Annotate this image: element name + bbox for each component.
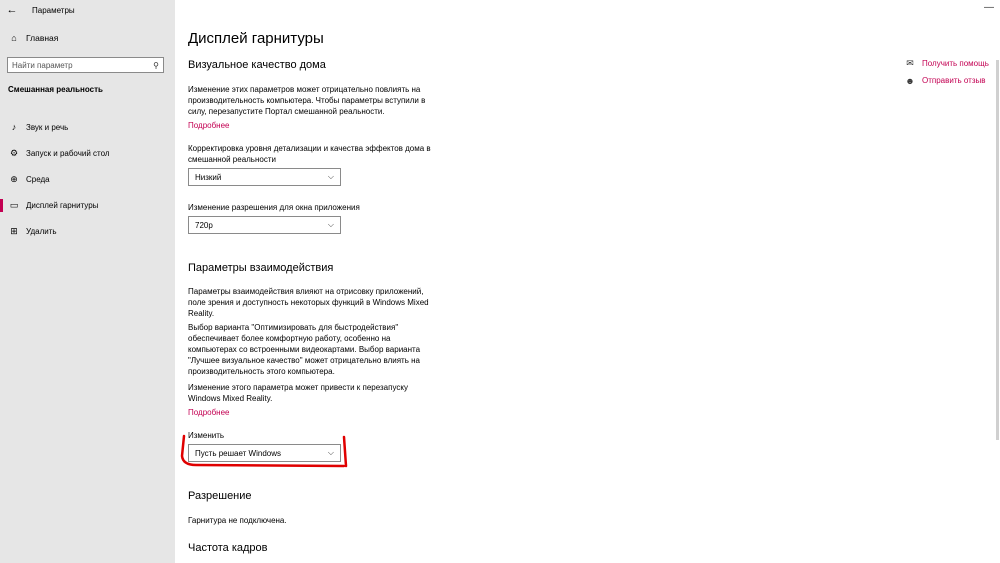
sidebar-item-startup[interactable] (0, 140, 175, 166)
send-feedback-label: Отправить отзыв (922, 76, 986, 85)
page-title: Дисплей гарнитуры (188, 30, 324, 47)
resolution-dropdown-value: 720p (195, 220, 213, 230)
resolution-label: Изменение разрешения для окна приложения (188, 203, 360, 212)
resolution-dropdown[interactable] (188, 216, 341, 234)
change-label: Изменить (188, 431, 225, 440)
scrollbar[interactable] (996, 60, 999, 440)
interaction-mode-value: Пусть решает Windows (195, 448, 282, 458)
interaction-mode-dropdown[interactable] (188, 444, 341, 462)
framerate-heading: Частота кадров (188, 542, 268, 554)
back-arrow-icon[interactable]: ← (6, 4, 18, 16)
nav-list (0, 114, 175, 244)
title-bar (0, 0, 175, 20)
detail-dropdown-value: Низкий (195, 172, 222, 182)
microphone-icon: ♪ (11, 122, 17, 132)
sidebar-item-sound[interactable] (0, 114, 175, 140)
grid-icon: ⊞ (10, 225, 18, 236)
sidebar-item-label: Звук и речь (26, 122, 69, 132)
learn-more-link[interactable]: Подробнее (188, 408, 230, 417)
app-title: Параметры (32, 5, 75, 15)
send-feedback-link[interactable] (904, 72, 989, 89)
nav-home-label: Главная (26, 33, 59, 43)
headset-icon: ▭ (9, 199, 19, 210)
chevron-down-icon: ⌵ (327, 220, 334, 229)
sidebar-item-label: Удалить (26, 226, 57, 236)
search-box[interactable] (7, 57, 164, 73)
section-title: Смешанная реальность (8, 85, 103, 94)
interaction-paragraph-3: Изменение этого параметра может привести к перезапуску Windows Mixed Reality. (188, 383, 408, 403)
interaction-paragraph-2: Выбор варианта "Оптимизировать для быстродействия" обеспечивает более комфортную работу, особенно на компьютерах со встроенными видеокартами. Выбор варианта "Лучшее визуальное качество" может отрицательно влиять на производительность этого компьютера. (188, 323, 421, 376)
get-help-label: Получить помощь (922, 59, 989, 68)
startup-icon: ⚙ (9, 147, 19, 158)
visual-quality-heading: Визуальное качество дома (188, 59, 326, 71)
home-icon: ⌂ (11, 33, 17, 43)
visual-quality-description: Изменение этих параметров может отрицательно повлиять на производительность компьютера. Чтобы параметры вступили в силу, перезапустите Портал смешанной реальности. (188, 85, 426, 116)
sidebar-item-headset-display[interactable] (0, 192, 175, 218)
chat-icon: ✉ (906, 58, 914, 68)
sidebar-item-label: Среда (26, 174, 50, 184)
sidebar-item-environment[interactable] (0, 166, 175, 192)
resolution-status: Гарнитура не подключена. (188, 516, 287, 525)
interaction-paragraph-1: Параметры взаимодействия влияют на отрисовку приложений, поле зрения и доступность некоторых функций в Windows Mixed Reality. (188, 287, 429, 318)
detail-dropdown[interactable] (188, 168, 341, 186)
search-icon[interactable]: ⚲ (153, 60, 159, 70)
environment-icon: ⊕ (10, 173, 18, 184)
search-input[interactable] (12, 61, 142, 70)
learn-more-link[interactable]: Подробнее (188, 121, 230, 130)
sidebar-item-uninstall[interactable] (0, 218, 175, 244)
detail-label: Корректировка уровня детализации и качества эффектов дома в смешанной реальности (188, 144, 431, 164)
chevron-down-icon: ⌵ (327, 172, 334, 181)
nav-home[interactable] (8, 33, 58, 43)
feedback-icon: ☻ (905, 75, 915, 86)
minimize-icon[interactable]: — (984, 2, 994, 13)
get-help-link[interactable] (904, 55, 989, 72)
related-links (904, 55, 989, 89)
resolution-heading: Разрешение (188, 490, 252, 502)
interaction-heading: Параметры взаимодействия (188, 262, 334, 274)
chevron-down-icon: ⌵ (327, 448, 334, 457)
sidebar-item-label: Запуск и рабочий стол (26, 148, 110, 158)
sidebar (0, 0, 175, 563)
sidebar-item-label: Дисплей гарнитуры (26, 200, 99, 210)
